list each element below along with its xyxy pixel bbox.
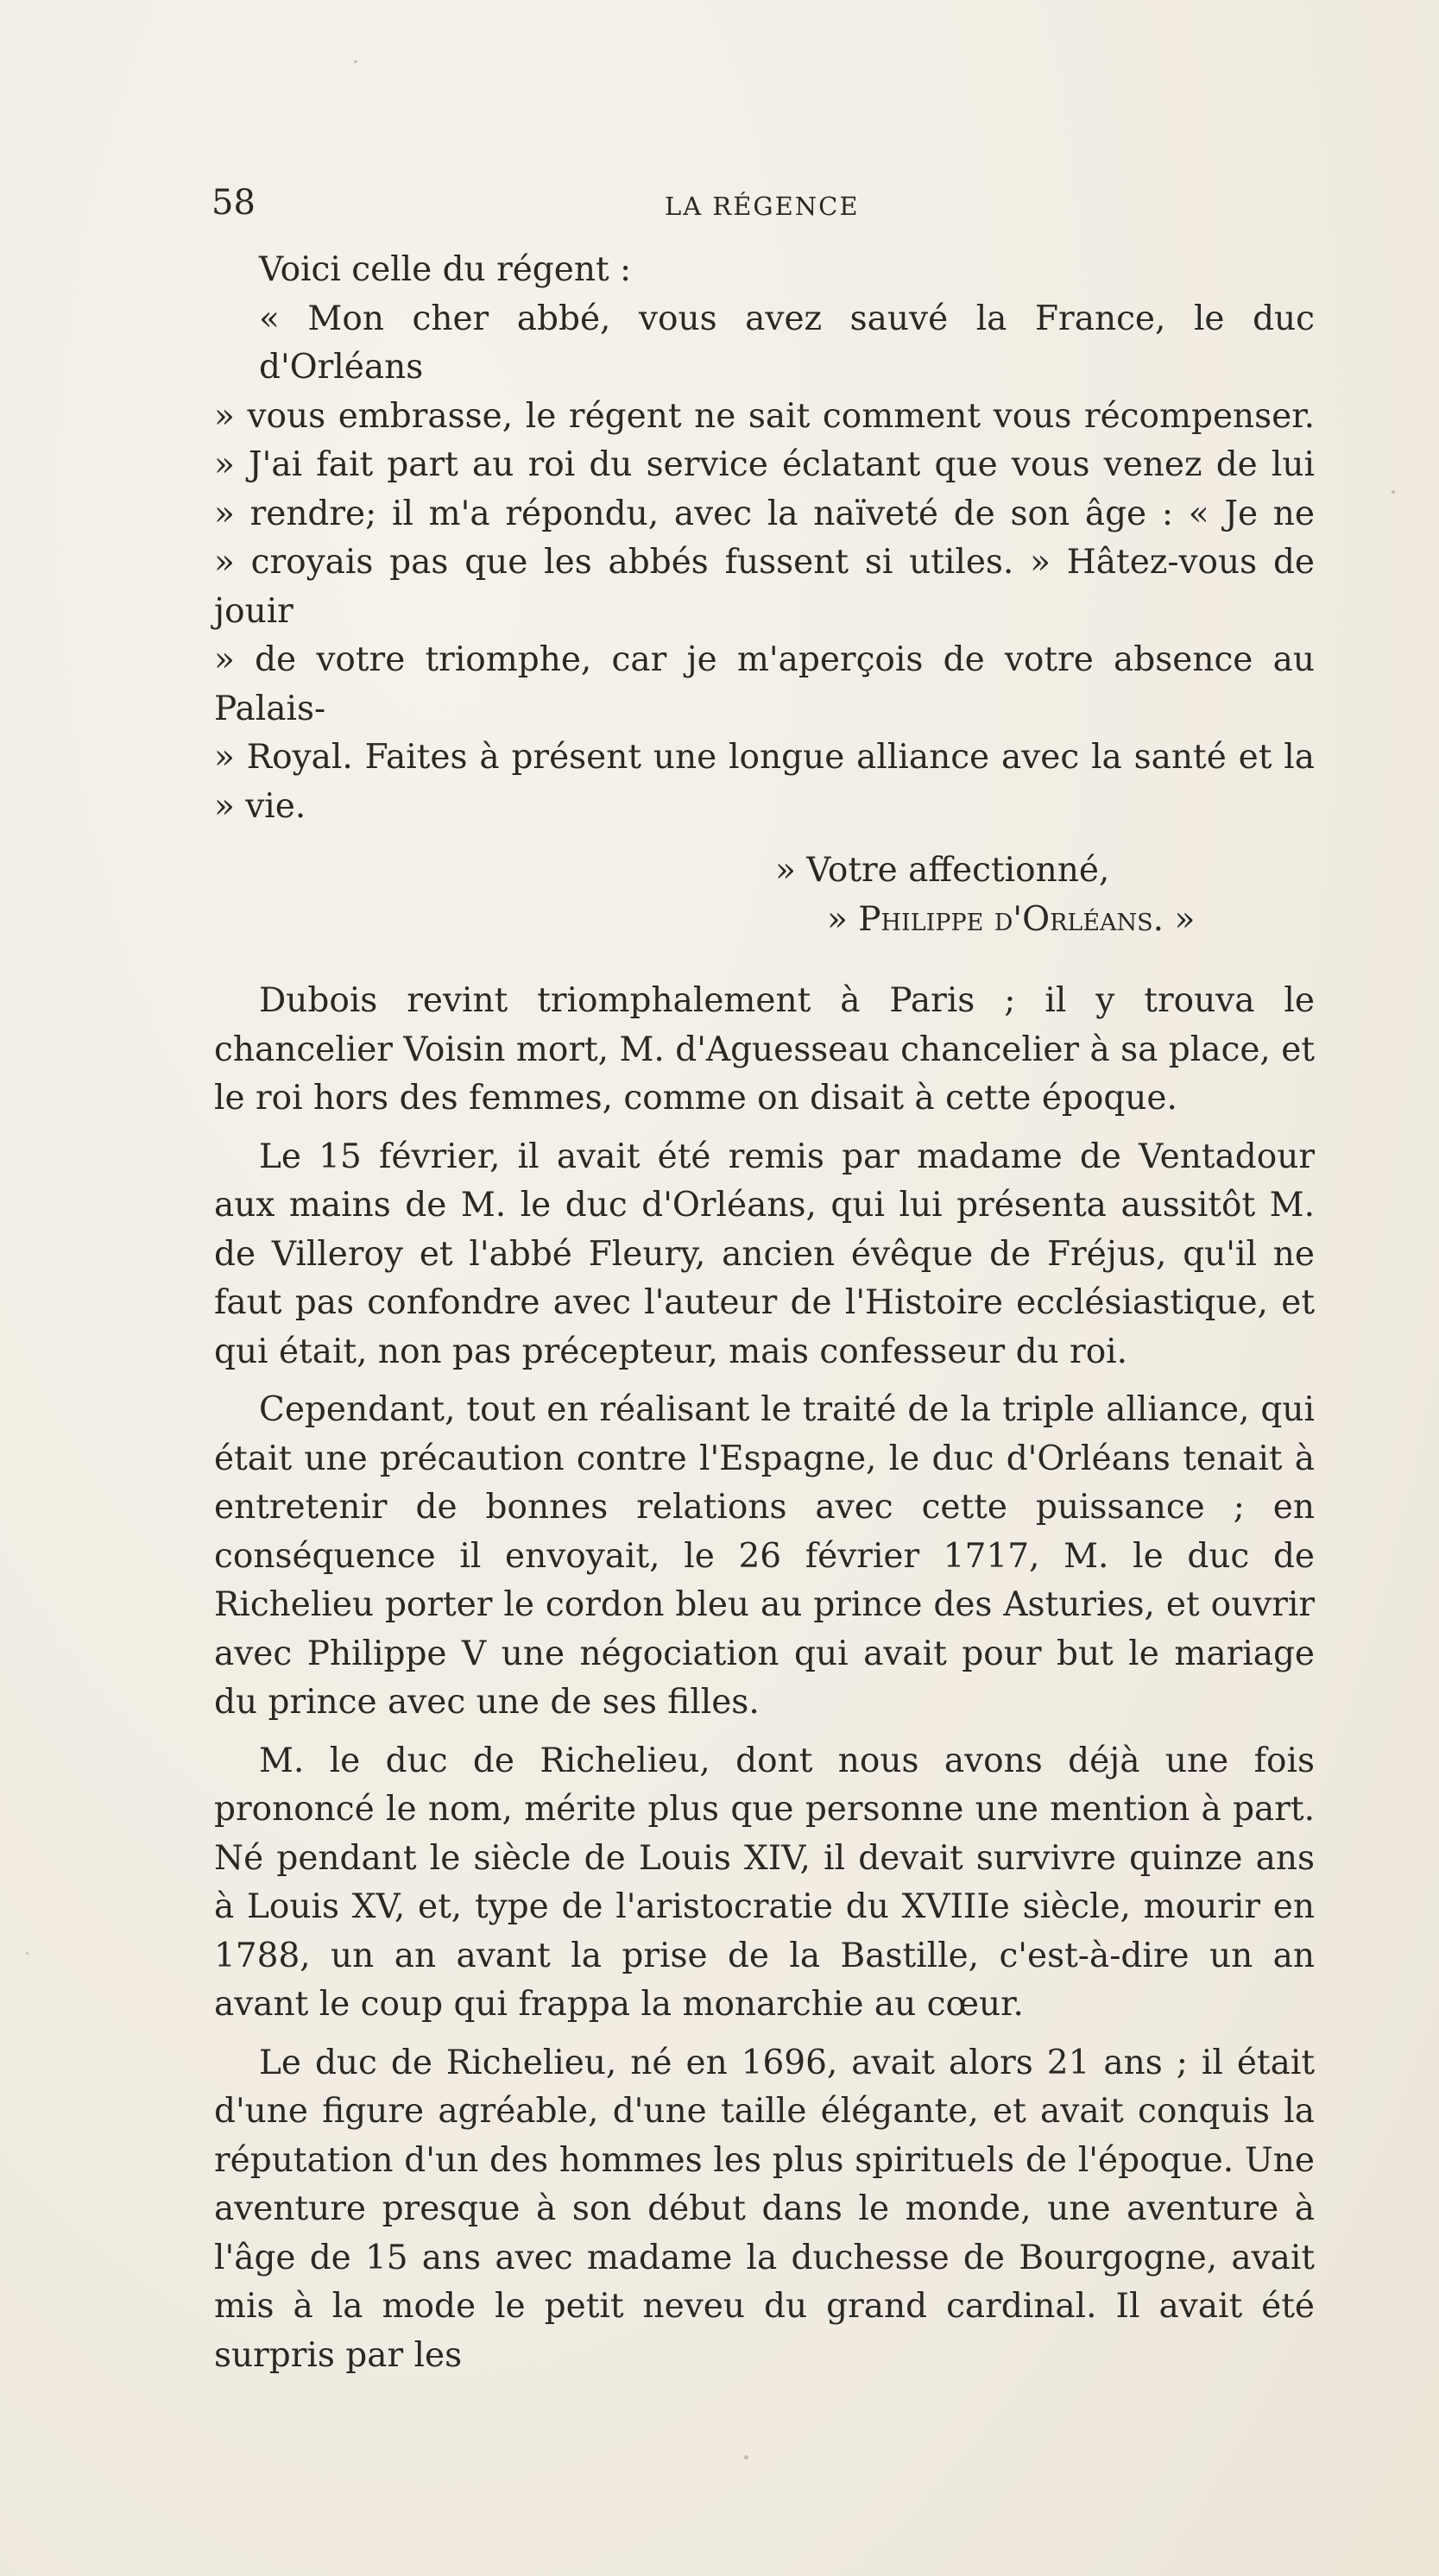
- running-title: LA RÉGENCE: [665, 192, 860, 221]
- paragraph: Le 15 février, il avait été remis par madame de Ventadour aux mains de M. le duc d'Orléans, qui lui présenta aussitôt M. de Villeroy et l'abbé Fleury, ancien évêque de Fréjus, qu'il ne faut pas confondre avec l'auteur de l'Histoire ecclésiastique, et qui était, non pas précepteur, mais confesseur du roi.: [214, 1137, 1315, 1371]
- paper-speck: [26, 1952, 28, 1955]
- letter-line: » vie.: [214, 786, 306, 826]
- page-body: [214, 246, 1315, 2380]
- paper-speck: [354, 60, 357, 63]
- paragraph: Cependant, tout en réalisant le traité de la triple alliance, qui était une précaution contre l'Espagne, le duc d'Orléans tenait à entretenir de bonnes relations avec cette puissance ; en conséquence il envoyait, le 26 février 1717, M. le duc de Richelieu porter le cordon bleu au prince des Asturies, et ouvrir avec Philippe V une négociation qui avait pour but le mariage du prince avec une de ses filles.: [214, 1390, 1315, 1722]
- page-number: 58: [211, 183, 256, 223]
- paper-speck: [1392, 490, 1395, 494]
- letter-closing: » Votre affectionné,: [775, 851, 1110, 890]
- letter-signature: » Philippe d'Orléans. »: [827, 899, 1196, 939]
- letter-signature-block: [214, 847, 1315, 944]
- paragraph: Le duc de Richelieu, né en 1696, avait alors 21 ans ; il était d'une figure agréable, d'une taille élégante, et avait conquis la réputation d'un des hommes les plus spirituels de l'époque. Une aventure presque à son début dans le monde, une aventure à l'âge de 15 ans avec madame la duchesse de Bourgogne, avait mis à la mode le petit neveu du grand cardinal. Il avait été surpris par les: [214, 2043, 1315, 2375]
- letter-line: » de votre triomphe, car je m'aperçois de votre absence au Palais-: [214, 640, 1315, 728]
- letter-line: » J'ai fait part au roi du service éclatant que vous venez de lui: [214, 445, 1315, 484]
- intro-line: Voici celle du régent :: [259, 250, 632, 289]
- letter-line: » vous embrasse, le régent ne sait comment vous récompenser.: [214, 396, 1315, 436]
- letter-line: « Mon cher abbé, vous avez sauvé la France, le duc d'Orléans: [259, 299, 1315, 387]
- paper-speck: [744, 2455, 748, 2459]
- regent-letter: [214, 295, 1315, 832]
- letter-line: » rendre; il m'a répondu, avec la naïveté de son âge : « Je ne: [214, 494, 1315, 533]
- paragraph: M. le duc de Richelieu, dont nous avons déjà une fois prononcé le nom, mérite plus que personne une mention à part. Né pendant le siècle de Louis XIV, il devait survivre quinze ans à Louis XV, et, type de l'aristocratie du XVIIIe siècle, mourir en 1788, un an avant la prise de la Bastille, c'est-à-dire un an avant le coup qui frappa la monarchie au cœur.: [214, 1741, 1315, 2024]
- paragraph: Dubois revint triomphalement à Paris ; il y trouva le chancelier Voisin mort, M. d'Aguesseau chancelier à sa place, et le roi hors des femmes, comme on disait à cette époque.: [214, 981, 1315, 1118]
- letter-line: » Royal. Faites à présent une longue alliance avec la santé et la: [214, 738, 1315, 777]
- letter-line: » croyais pas que les abbés fussent si utiles. » Hâtez-vous de jouir: [214, 543, 1315, 631]
